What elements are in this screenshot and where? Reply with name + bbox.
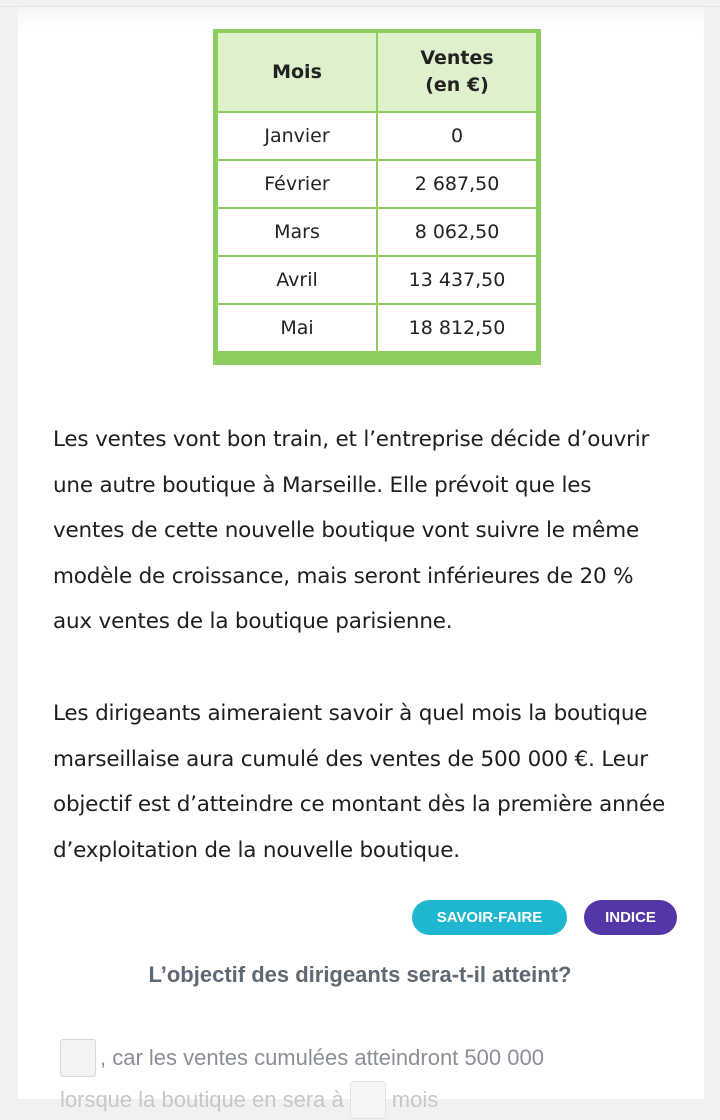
cell-sales: 13 437,50 — [377, 256, 537, 304]
header-sales-unit: (en €) — [425, 74, 489, 96]
paragraph-line: ventes de cette nouvelle boutique vont suivre le même — [53, 518, 639, 543]
answer-blank-yes-no[interactable] — [60, 1039, 96, 1077]
paragraph-context — [53, 417, 683, 645]
answer-blank-month[interactable] — [350, 1081, 386, 1119]
table-row — [217, 256, 537, 304]
paragraph-goal — [53, 691, 683, 873]
table-row — [217, 304, 537, 352]
paragraph-line: Les ventes vont bon train, et l’entreprise décide d’ouvrir — [53, 427, 650, 452]
paragraph-line: aux ventes de la boutique parisienne. — [53, 609, 453, 634]
table-row — [217, 112, 537, 160]
cell-month: Mai — [217, 304, 377, 352]
table-header-row — [217, 32, 537, 112]
paragraph-line: d’exploitation de la nouvelle boutique. — [53, 837, 460, 863]
paragraph-line: marseillaise aura cumulé des ventes de 500 000 €. Leur — [53, 746, 648, 772]
answer-sentence — [60, 1038, 544, 1078]
paragraph-line: une autre boutique à Marseille. Elle prévoit que les — [53, 472, 592, 498]
paragraph-line: modèle de croissance, mais seront inférieures de 20 % — [53, 563, 634, 589]
header-sales-label: Ventes — [420, 47, 494, 69]
cell-sales: 0 — [377, 112, 537, 160]
paragraph-line: Les dirigeants aimeraient savoir à quel mois la boutique — [53, 701, 648, 726]
savoir-faire-button[interactable]: SAVOIR-FAIRE — [412, 900, 567, 935]
answer-text-start: lorsque la boutique en sera à — [60, 1087, 344, 1112]
cell-month: Février — [217, 160, 377, 208]
cell-month: Janvier — [217, 112, 377, 160]
cell-sales: 8 062,50 — [377, 208, 537, 256]
cell-sales: 18 812,50 — [377, 304, 537, 352]
header-sales — [377, 32, 537, 112]
indice-button[interactable]: INDICE — [584, 900, 677, 935]
answer-sentence-continued — [60, 1080, 438, 1120]
cell-month: Avril — [217, 256, 377, 304]
sales-table — [216, 31, 538, 353]
header-month: Mois — [217, 32, 377, 112]
table-row — [217, 160, 537, 208]
table-row — [217, 208, 537, 256]
sales-table-frame — [213, 29, 541, 365]
cell-month: Mars — [217, 208, 377, 256]
answer-text: , car les ventes cumulées atteindront 500 000 — [100, 1045, 544, 1070]
paragraph-line: objectif est d’atteindre ce montant dès la première année — [53, 792, 666, 817]
answer-text-end: mois — [391, 1087, 439, 1112]
cell-sales: 2 687,50 — [377, 160, 537, 208]
question-title: L’objectif des dirigeants sera-t-il atteint? — [148, 962, 572, 987]
